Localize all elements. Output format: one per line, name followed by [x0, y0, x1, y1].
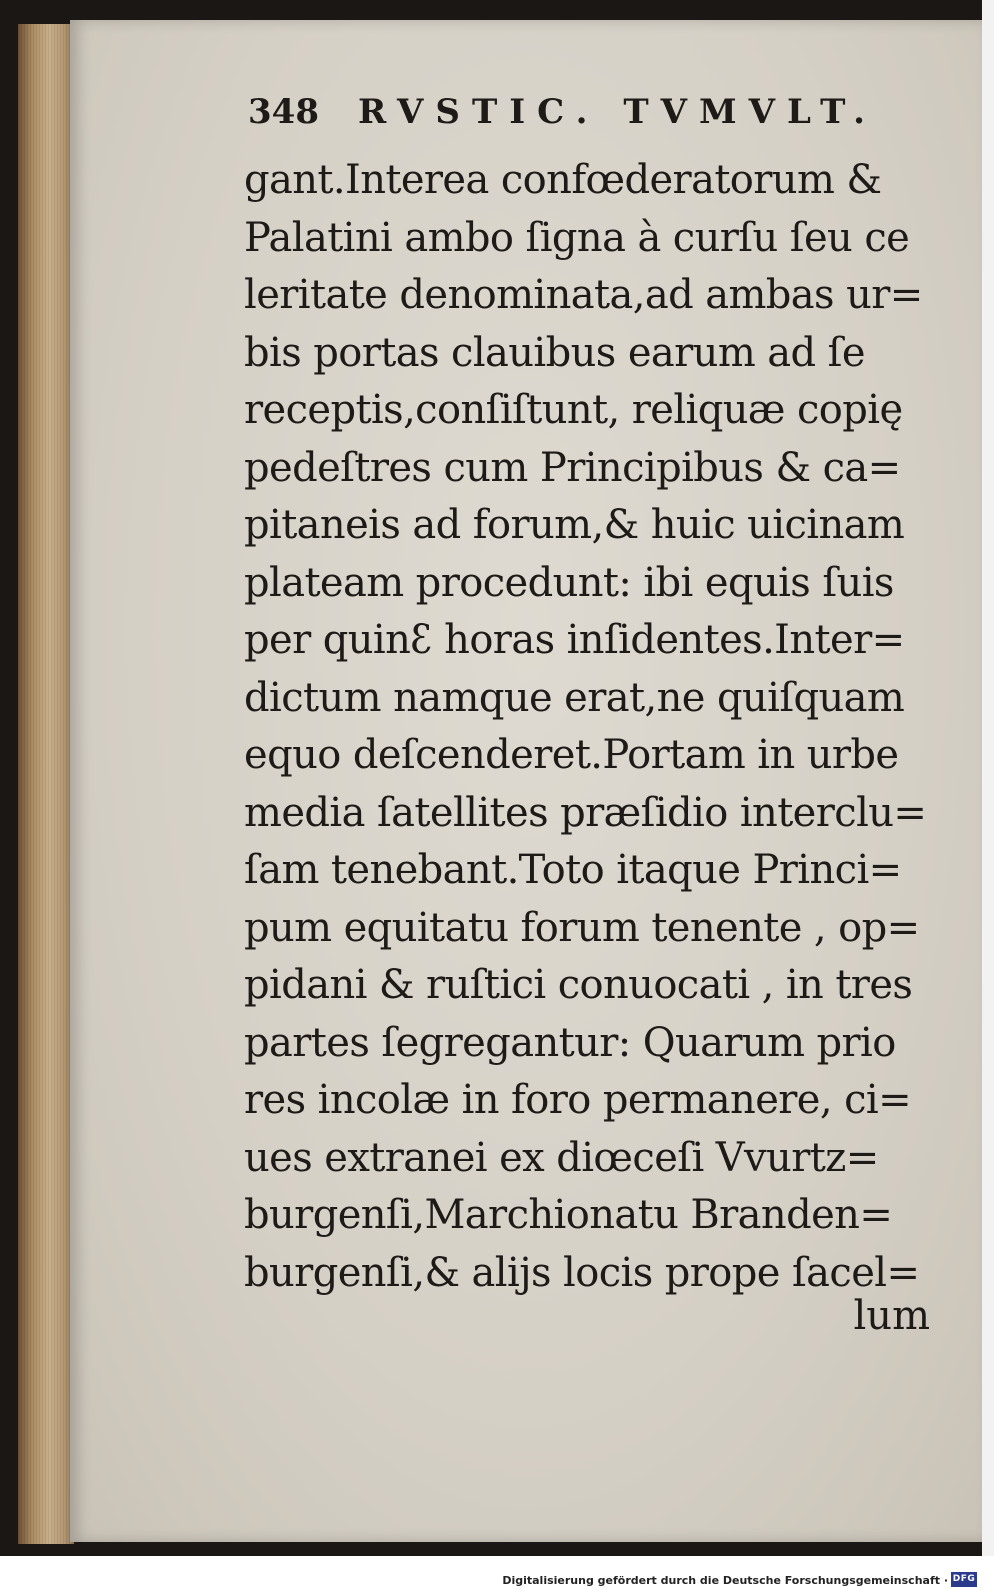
text-line: burgenſi,Marchionatu Branden= [244, 1192, 893, 1238]
text-line: gant.Interea confœderatorum & [244, 157, 882, 203]
text-line: burgenſi,& alijs locis prope ſacel= [244, 1249, 920, 1296]
book-page-edge [18, 24, 74, 1544]
text-line: res incolæ in foro permanere, ci= [244, 1077, 911, 1123]
text-line: pum equitatu forum tenente , op= [244, 904, 920, 951]
text-line: ſam tenebant.Toto itaque Princi= [244, 847, 902, 893]
text-line: pidani & ruſtici conuocati , in tres [244, 962, 913, 1008]
dfg-logo: DFG [951, 1572, 977, 1587]
text-line: dictum namque erat,ne quiſquam [244, 674, 905, 721]
text-line: Palatini ambo ſigna à curſu ſeu ce [244, 214, 910, 261]
text-line: pedeſtres cum Principibus & ca= [244, 444, 901, 491]
text-line: receptis,conſiſtunt, reliquæ copię [244, 387, 903, 433]
running-title: RVSTIC. TVMVLT. [358, 92, 877, 132]
text-line: leritate denominata,ad ambas ur= [244, 272, 923, 318]
text-line: pitaneis ad forum,& huic uicinam [244, 502, 905, 548]
digitization-credit: Digitalisierung gefördert durch die Deutsche Forschungsgemeinschaft · [502, 1574, 948, 1587]
text-line: bis portas clauibus earum ad ſe [244, 329, 865, 376]
text-line: media ſatellites præſidio interclu= [244, 789, 927, 836]
text-line: plateam procedunt: ibi equis ſuis [244, 559, 894, 606]
running-head [248, 92, 877, 142]
scan-right-margin [982, 0, 994, 1556]
body-text [244, 152, 936, 1302]
text-line: partes ſegregantur: Quarum prio [244, 1019, 896, 1066]
page-number: 348 [248, 92, 319, 132]
text-line: equo deſcenderet.Portam in urbe [244, 732, 899, 778]
catchword: lum [853, 1293, 930, 1339]
text-line: per quinꜫ horas inſidentes.Inter= [244, 617, 905, 663]
text-line: ues extranei ex diœceſi Vvurtz= [244, 1134, 879, 1181]
